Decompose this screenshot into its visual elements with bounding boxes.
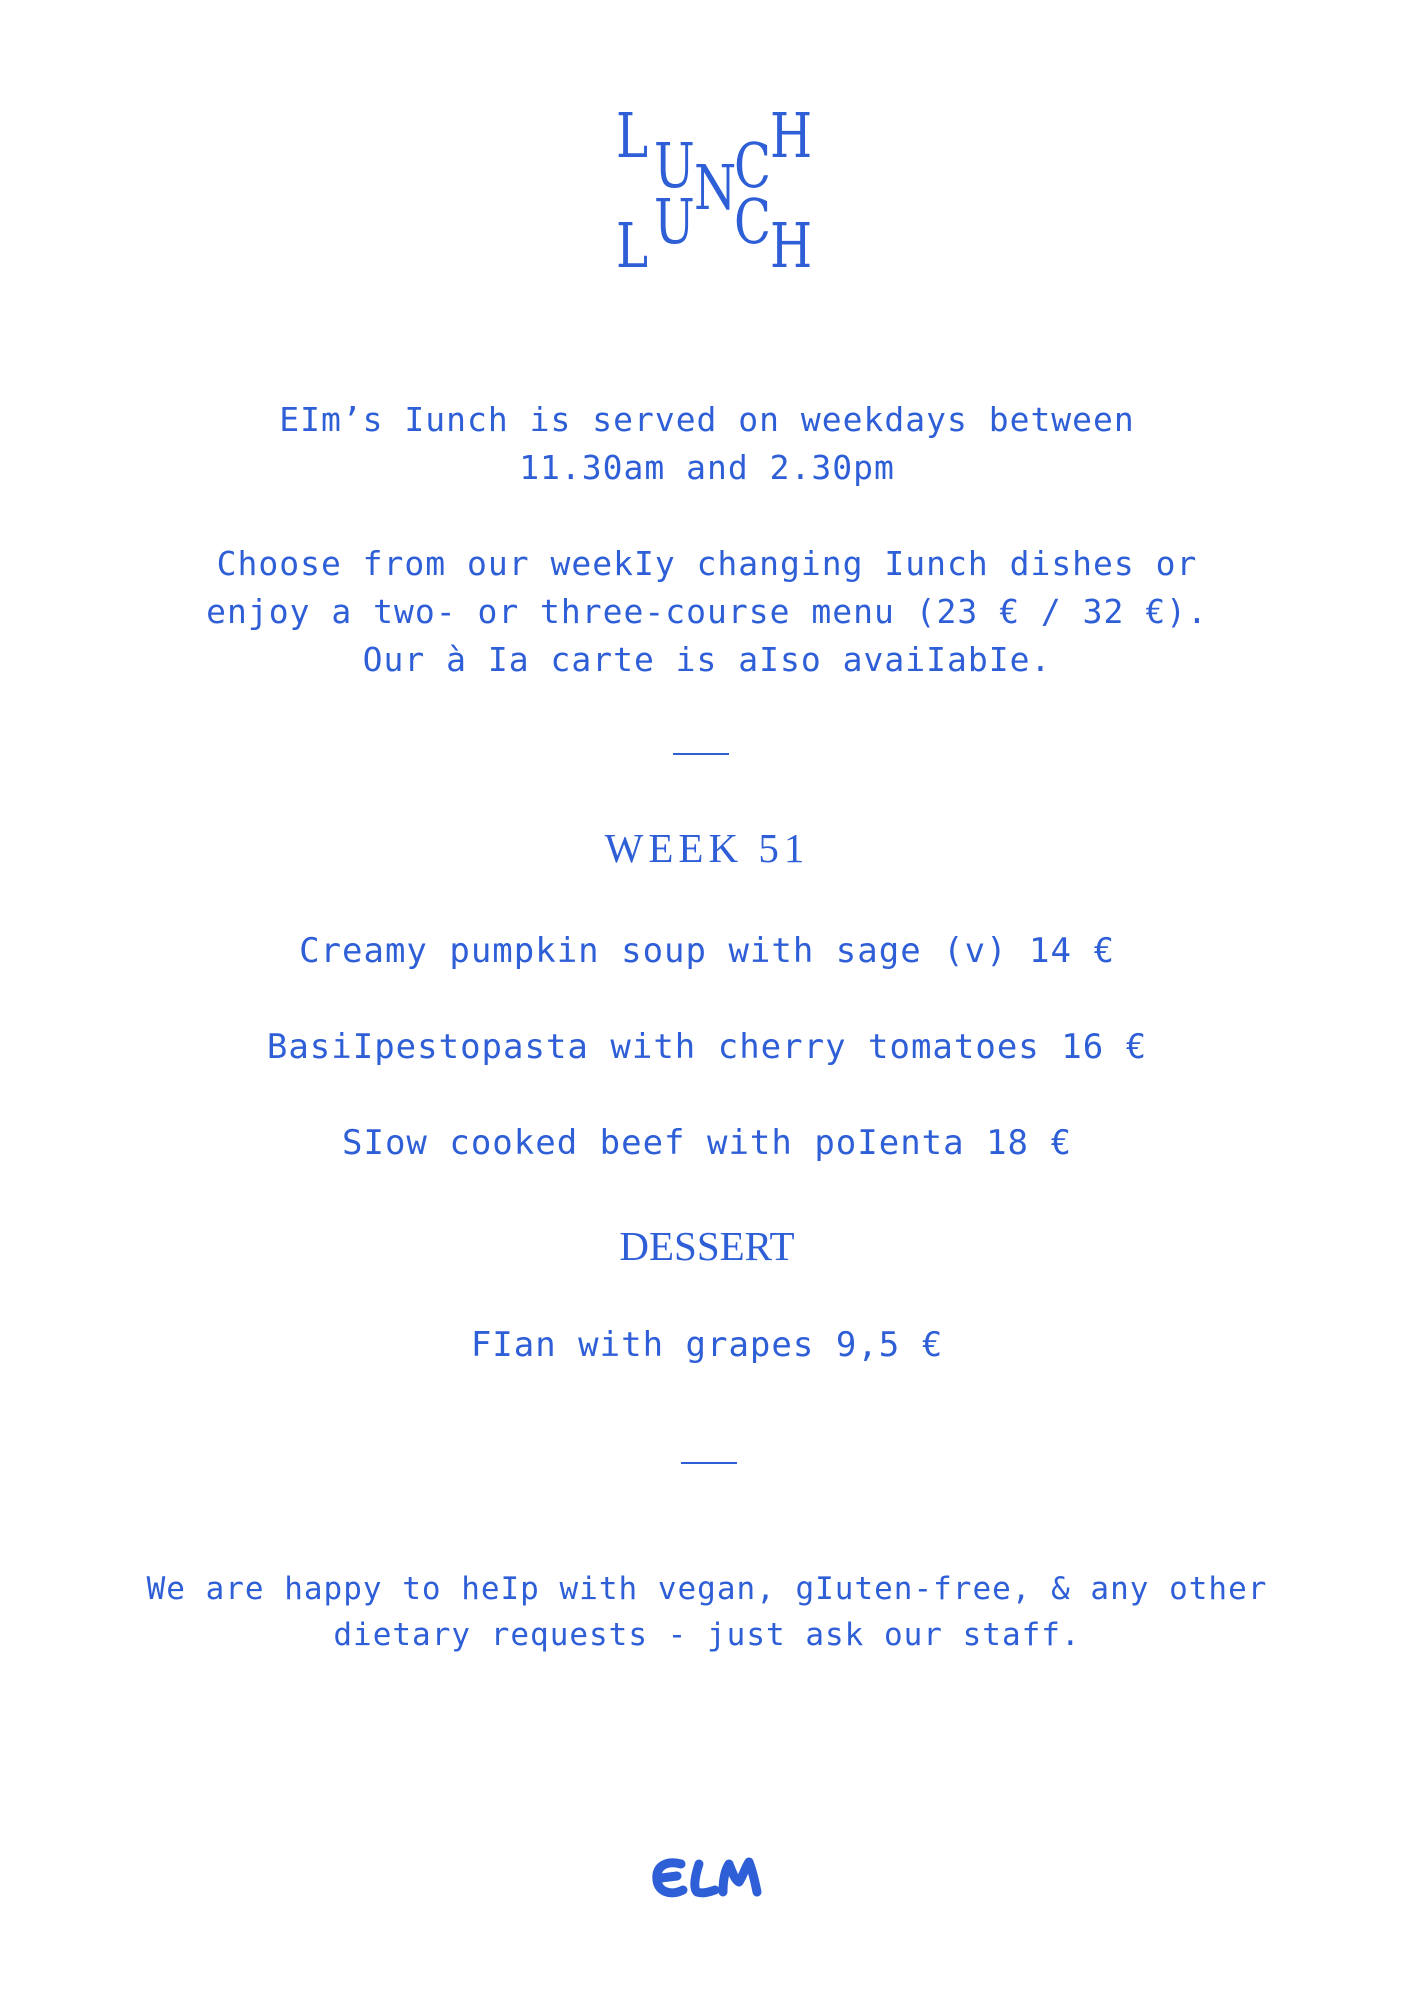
title-letter: H <box>770 99 813 172</box>
menu-item: BasiIpestopasta with cherry tomatoes 16 € <box>266 1027 1148 1067</box>
info-line-2: enjoy a two- or three-course menu (23 € / 32 €). <box>206 592 1208 631</box>
title-letter: N <box>694 151 737 224</box>
title-letter: L <box>616 209 649 282</box>
week-heading: WEEK 51 <box>604 825 810 871</box>
title-letter: L <box>616 99 649 172</box>
info-line-3: Our à Ia carte is aIso avaiIabIe. <box>362 640 1052 679</box>
menu-item: Creamy pumpkin soup with sage (v) 14 € <box>299 931 1115 971</box>
menu-item: SIow cooked beef with poIenta 18 € <box>342 1123 1072 1163</box>
elm-logo-icon <box>645 1848 765 1908</box>
title-letter: U <box>654 129 695 202</box>
menu-item: FIan with grapes 9,5 € <box>470 1325 944 1365</box>
lunch-title <box>610 99 813 285</box>
intro-line-1: EIm’s Iunch is served on weekdays between <box>279 400 1135 439</box>
footer-line-1: We are happy to heIp with vegan, gIuten-free, & any other <box>146 1571 1268 1607</box>
title-letter: C <box>734 185 772 258</box>
title-letter: H <box>770 209 813 282</box>
intro-line-2: 11.30am and 2.30pm <box>519 448 895 487</box>
footer-line-2: dietary requests - just ask our staff. <box>333 1617 1081 1653</box>
info-line-1: Choose from our weekIy changing Iunch dishes or <box>216 544 1198 583</box>
divider <box>673 753 729 755</box>
divider <box>681 1462 737 1464</box>
title-letter: U <box>654 185 695 258</box>
title-letter: C <box>734 129 772 202</box>
dessert-heading: DESSERT <box>619 1223 795 1269</box>
